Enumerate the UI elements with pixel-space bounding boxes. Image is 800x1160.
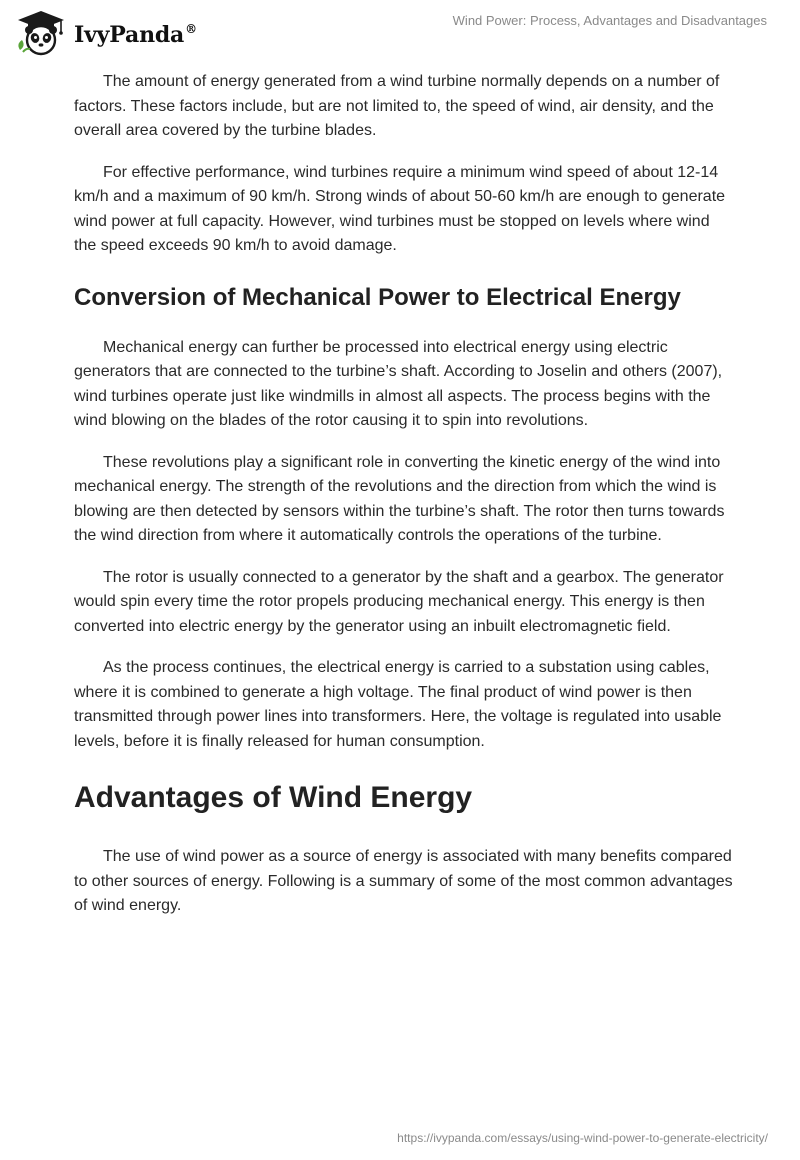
- paragraph: As the process continues, the electrical energy is carried to a substation using cables, where it is combined to generate a high voltage. The final product of wind power is then transmitted through power lines into transformers. Here, the voltage is regulated into usable levels, before it is finally released for human consumption.: [74, 659, 722, 750]
- ivypanda-logo[interactable]: [14, 8, 197, 58]
- document-title: Wind Power: Process, Advantages and Disadvantages: [452, 13, 767, 28]
- source-url-link[interactable]: https://ivypanda.com/essays/using-wind-power-to-generate-electricity/: [397, 1131, 768, 1145]
- paragraph: The rotor is usually connected to a generator by the shaft and a gearbox. The generator would spin every time the rotor propels producing mechanical energy. This energy is then converted into electric energy by the generator using an inbuilt electromagnetic field.: [74, 568, 724, 635]
- page-header: [0, 0, 800, 70]
- logo-wordmark: IvyPanda: [74, 22, 185, 48]
- section-heading-advantages: Advantages of Wind Energy: [74, 781, 473, 814]
- paragraph: The amount of energy generated from a wind turbine normally depends on a number of factors. These factors include, but are not limited to, the speed of wind, air density, and the overall area covered by the turbine blades.: [74, 73, 720, 139]
- paragraph: The use of wind power as a source of energy is associated with many benefits compared to other sources of energy. Following is a summary of some of the most common advantages of wind energy.: [74, 848, 733, 914]
- panda-graduate-icon: [14, 8, 68, 58]
- paragraph: These revolutions play a significant role in converting the kinetic energy of the wind into mechanical energy. The strength of the revolutions and the direction from which the wind is blowing are then detected by sensors within the turbine’s shaft. The rotor then turns towards the wind direction from where it automatically controls the operations of the turbine.: [74, 453, 725, 544]
- registered-mark: ®: [185, 22, 197, 36]
- section-heading-conversion: Conversion of Mechanical Power to Electrical Energy: [74, 283, 681, 311]
- paragraph: Mechanical energy can further be processed into electrical energy using electric generators that are connected to the turbine’s shaft. According to Joselin and others (2007), wind turbines operate just like windmills in almost all aspects. The process begins with the wind blowing on the blades of the rotor causing it to spin into revolutions.: [74, 338, 723, 429]
- paragraph: For effective performance, wind turbines require a minimum wind speed of about 12-14 km/h and a maximum of 90 km/h. Strong winds of about 50-60 km/h are enough to generate wind power at full capacity. However, wind turbines must be stopped on levels where wind the speed exceeds 90 km/h to avoid damage.: [74, 163, 726, 254]
- essay-body: [74, 70, 734, 936]
